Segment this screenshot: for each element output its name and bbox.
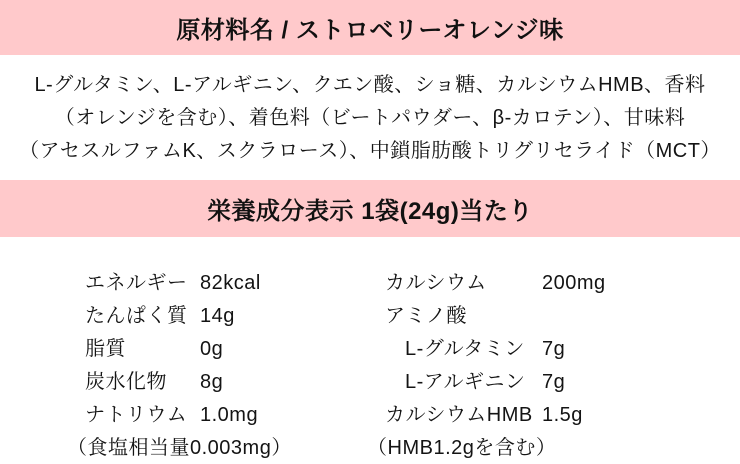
nutrient-label: L-グルタミン (405, 338, 525, 360)
nutrient-label: ナトリウム (85, 404, 188, 426)
nutrition-right-column (367, 267, 725, 464)
nutrient-label: たんぱく質 (85, 305, 188, 327)
nutrient-value: 7g (542, 371, 566, 393)
ingredients-line: （オレンジを含む）、着色料（ビートパウダー、β-カロテン）、甘味料 (54, 107, 686, 129)
nutrition-banner (0, 180, 740, 237)
nutrition-row-salt-equivalent-note (67, 432, 385, 464)
nutrient-note: （HMB1.2gを含む） (367, 437, 557, 459)
nutrition-row-calcium-hmb (385, 399, 725, 432)
nutrition-row-energy (85, 267, 385, 300)
nutrient-label: 脂質 (85, 338, 126, 360)
nutrient-label: エネルギー (85, 272, 188, 294)
nutrient-value: 7g (542, 338, 566, 360)
nutrient-value: 0g (200, 338, 224, 360)
nutrition-row-hmb-note (367, 432, 725, 464)
ingredients-line: L-グルタミン、L-アルギニン、クエン酸、ショ糖、カルシウムHMB、香料 (34, 74, 706, 96)
ingredients-line: （アセスルファムK、スクラロース）、中鎖脂肪酸トリグリセライド（MCT） (19, 140, 721, 162)
nutrition-row-amino-acids (385, 300, 725, 333)
nutrient-label: カルシウムHMB (385, 404, 533, 426)
nutrition-row-sodium (85, 399, 385, 432)
nutrient-value: 82kcal (200, 272, 261, 294)
nutrition-row-calcium (385, 267, 725, 300)
nutrition-left-column (67, 267, 385, 464)
nutrition-row-protein (85, 300, 385, 333)
ingredients-text-block (0, 55, 740, 180)
nutrition-banner-title: 栄養成分表示 1袋(24g)当たり (207, 198, 533, 225)
nutrient-value: 8g (200, 371, 224, 393)
nutrition-table (0, 237, 740, 464)
nutrient-value: 200mg (542, 272, 606, 294)
nutrient-note: （食塩相当量0.003mg） (67, 437, 292, 459)
nutrient-value: 14g (200, 305, 235, 327)
nutrient-label: 炭水化物 (85, 371, 167, 393)
ingredients-banner-title: 原材料名 / ストロベリーオレンジ味 (176, 17, 564, 44)
nutrition-row-l-glutamine (385, 333, 725, 366)
nutrition-row-l-arginine (385, 366, 725, 399)
nutrient-value: 1.5g (542, 404, 583, 426)
nutrient-value: 1.0mg (200, 404, 259, 426)
nutrient-label: アミノ酸 (385, 305, 467, 327)
ingredients-banner (0, 0, 740, 55)
nutrient-label: L-アルギニン (405, 371, 526, 393)
nutrition-row-fat (85, 333, 385, 366)
nutrition-row-carbohydrate (85, 366, 385, 399)
nutrient-label: カルシウム (385, 272, 487, 294)
